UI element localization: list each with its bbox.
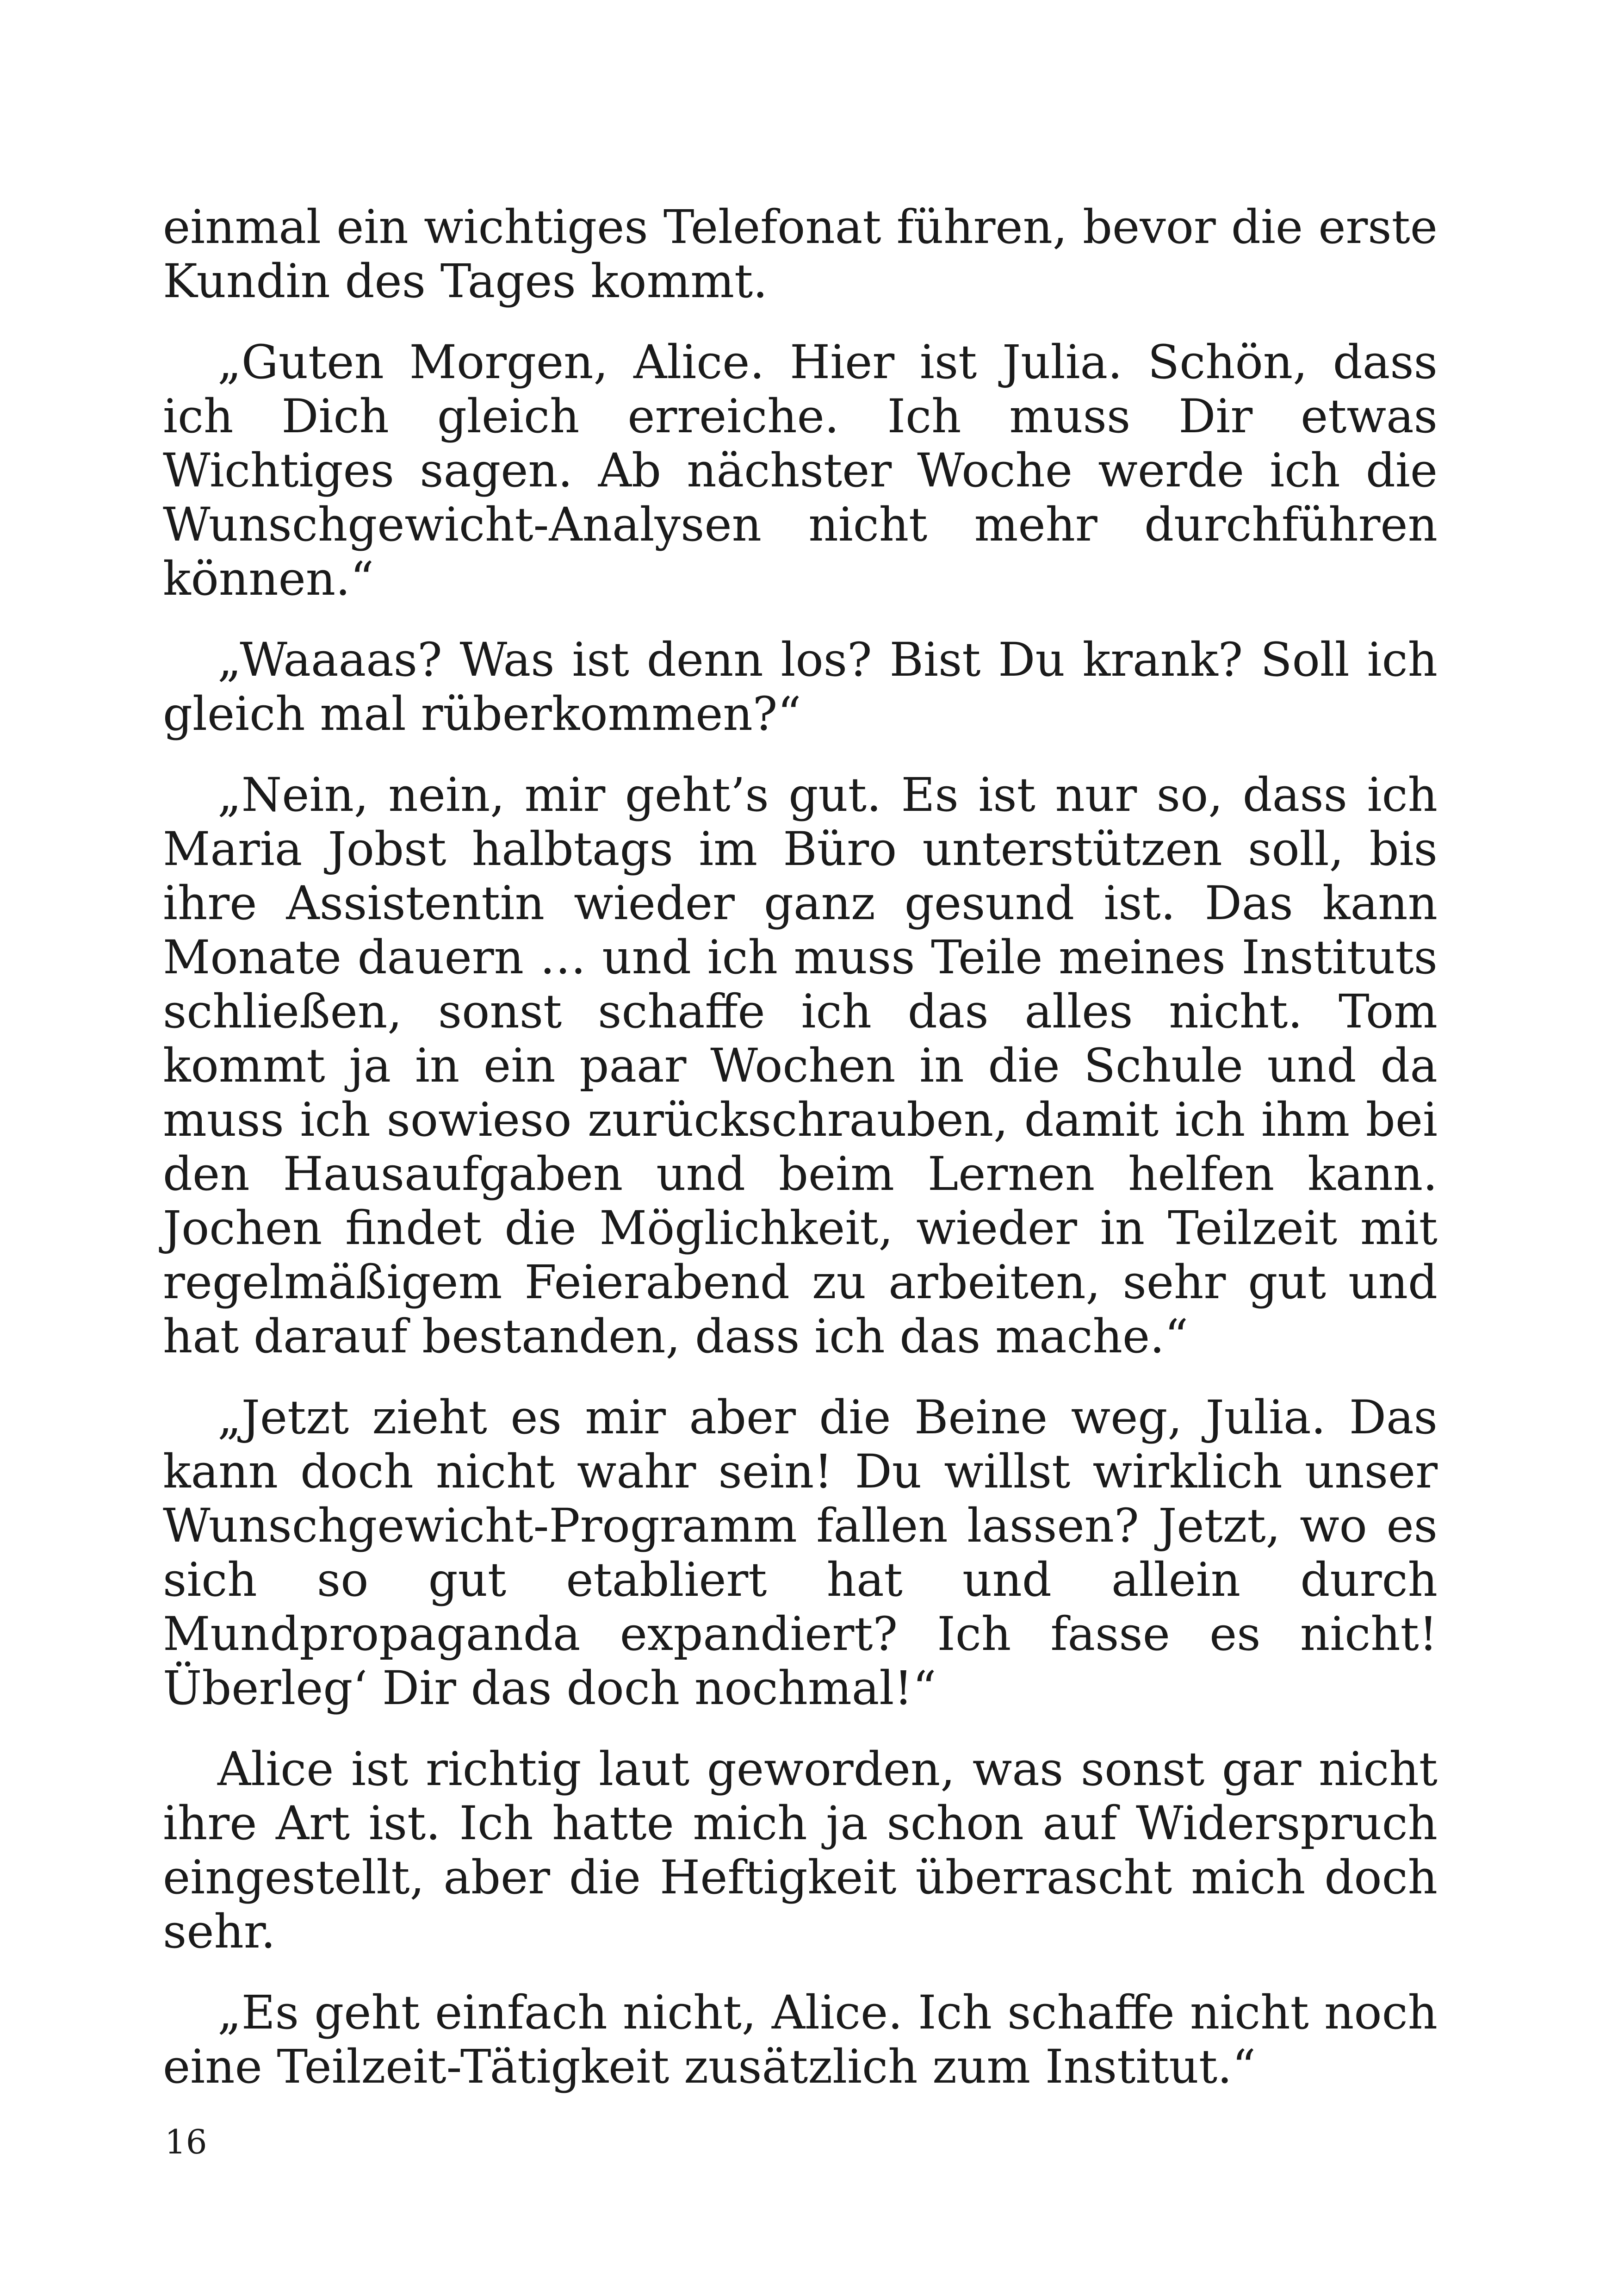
paragraph-julia-explanation: „Nein, nein, mir geht’s gut. Es ist nur so, dass ich Maria Jobst halbtags im Büro unterstützen soll, bis ihre Assistentin wieder ganz gesund ist. Das kann Monate dauern … und ich muss Teile meines Instituts schließen, sonst schaffe ich das alles nicht. Tom kommt ja in ein paar Wochen in die Schule und da muss ich sowieso zurückschrauben, damit ich ihm bei den Hausaufgaben und beim Lernen helfen kann. Jochen findet die Möglichkeit, wieder in Teilzeit mit regelmäßigem Feierabend zu arbeiten, sehr gut und hat darauf bestanden, dass ich das mache.“ [163,768,1438,1363]
paragraph-julia-greeting: „Guten Morgen, Alice. Hier ist Julia. Schön, dass ich Dich gleich erreiche. Ich muss Dir etwas Wichtiges sagen. Ab nächster Woche werde ich die Wunschgewicht-Analysen nicht mehr durchführen können.“ [163,335,1438,606]
paragraph-narration: Alice ist richtig laut geworden, was sonst gar nicht ihre Art ist. Ich hatte mich ja schon auf Widerspruch eingestellt, aber die Heftigkeit überrascht mich doch sehr. [163,1742,1438,1959]
body-text [163,200,1438,2121]
paragraph-alice-reaction: „Jetzt zieht es mir aber die Beine weg, Julia. Das kann doch nicht wahr sein! Du willst wirklich unser Wunschgewicht-Programm fallen lassen? Jetzt, wo es sich so gut etabliert hat und allein durch Mundpropaganda expandiert? Ich fasse es nicht! Überleg‘ Dir das doch nochmal!“ [163,1390,1438,1715]
paragraph-continuation: einmal ein wichtiges Telefonat führen, bevor die erste Kundin des Tages kommt. [163,200,1438,308]
page-number: 16 [165,2122,207,2161]
paragraph-julia-reply: „Es geht einfach nicht, Alice. Ich schaffe nicht noch eine Teilzeit-Tätigkeit zusätzlich zum Institut.“ [163,1985,1438,2094]
paragraph-alice-question: „Waaaas? Was ist denn los? Bist Du krank? Soll ich gleich mal rüberkommen?“ [163,633,1438,741]
